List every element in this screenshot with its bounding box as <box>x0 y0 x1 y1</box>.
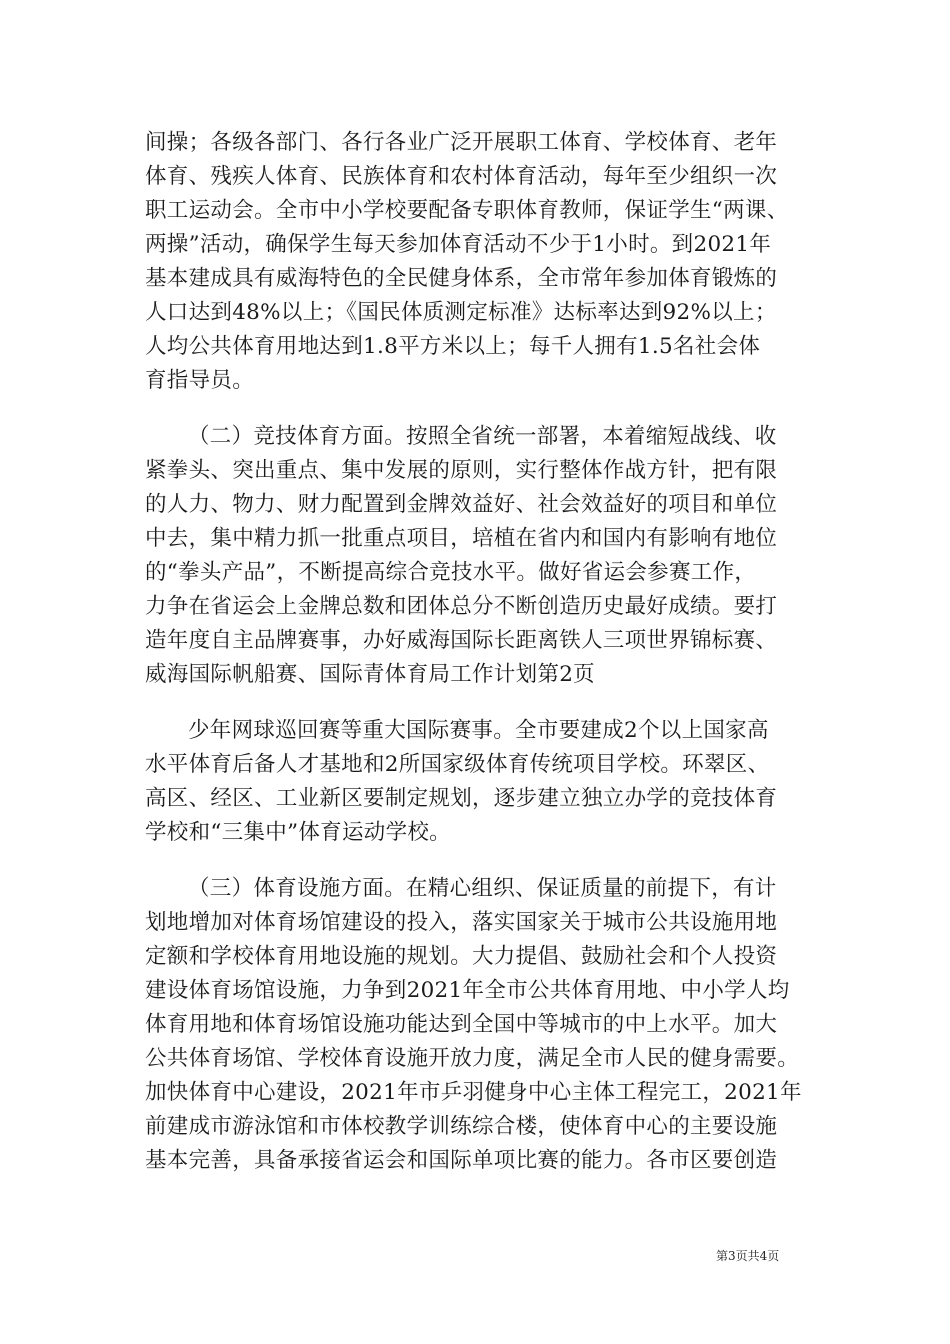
body-text-line: 育指导员。 <box>145 368 255 393</box>
body-text-line: 人均公共体育用地达到1.8平方米以上；每千人拥有1.5名社会体 <box>145 334 761 359</box>
body-text-line: 造年度自主品牌赛事，办好威海国际长距离铁人三项世界锦标赛、 <box>145 628 778 653</box>
body-text-line: 体育用地和体育场馆设施功能达到全国中等城市的中上水平。加大 <box>145 1012 778 1037</box>
body-text-line: 加快体育中心建设，2021年市乒羽健身中心主体工程完工，2021年 <box>145 1080 802 1105</box>
body-text-line: 威海国际帆船赛、国际青体育局工作计划第2页 <box>145 662 595 687</box>
body-text-line: 力争在省运会上金牌总数和团体总分不断创造历史最好成绩。要打 <box>145 594 778 619</box>
body-text-line: 体育、残疾人体育、民族体育和农村体育活动，每年至少组织一次 <box>145 164 778 189</box>
page-number-footer: 第3页共4页 <box>716 1249 780 1263</box>
body-text-line: 建设体育场馆设施，力争到2021年全市公共体育用地、中小学人均 <box>145 978 790 1003</box>
body-text-line: 的“拳头产品”，不断提高综合竞技水平。做好省运会参赛工作， <box>145 560 757 585</box>
paragraph-heading-competitive-sports: （二）竞技体育方面。按照全省统一部署，本着缩短战线、收 <box>188 424 777 449</box>
body-text-line: 职工运动会。全市中小学校要配备专职体育教师，保证学生“两课、 <box>145 198 789 223</box>
body-text-line: 水平体育后备人才基地和2所国家级体育传统项目学校。环翠区、 <box>145 752 770 777</box>
body-text-line: 间操；各级各部门、各行各业广泛开展职工体育、学校体育、老年 <box>145 130 778 155</box>
body-text-line: 人口达到48%以上；《国民体质测定标准》达标率达到92%以上； <box>145 300 777 325</box>
body-text-line: 中去，集中精力抓一批重点项目，培植在省内和国内有影响有地位 <box>145 526 778 551</box>
paragraph-heading-sports-facilities: （三）体育设施方面。在精心组织、保证质量的前提下，有计 <box>188 876 777 901</box>
body-text-line: 前建成市游泳馆和市体校教学训练综合楼，使体育中心的主要设施 <box>145 1114 778 1139</box>
body-text-line: 定额和学校体育用地设施的规划。大力提倡、鼓励社会和个人投资 <box>145 944 778 969</box>
body-text-line: 少年网球巡回赛等重大国际赛事。全市要建成2个以上国家高 <box>188 718 769 743</box>
body-text-line: 划地增加对体育场馆建设的投入，落实国家关于城市公共设施用地 <box>145 910 778 935</box>
body-text-line: 公共体育场馆、学校体育设施开放力度，满足全市人民的健身需要。 <box>145 1046 800 1071</box>
body-text-line: 两操”活动，确保学生每天参加体育活动不少于1小时。到2021年 <box>145 232 772 257</box>
body-text-line: 的人力、物力、财力配置到金牌效益好、社会效益好的项目和单位 <box>145 492 778 517</box>
body-text-line: 学校和“三集中”体育运动学校。 <box>145 820 451 845</box>
body-text-line: 紧拳头、突出重点、集中发展的原则，实行整体作战方针，把有限 <box>145 458 778 483</box>
body-text-line: 高区、经区、工业新区要制定规划，逐步建立独立办学的竞技体育 <box>145 786 778 811</box>
body-text-line: 基本完善，具备承接省运会和国际单项比赛的能力。各市区要创造 <box>145 1148 778 1173</box>
body-text-line: 基本建成具有威海特色的全民健身体系，全市常年参加体育锻炼的 <box>145 266 778 291</box>
